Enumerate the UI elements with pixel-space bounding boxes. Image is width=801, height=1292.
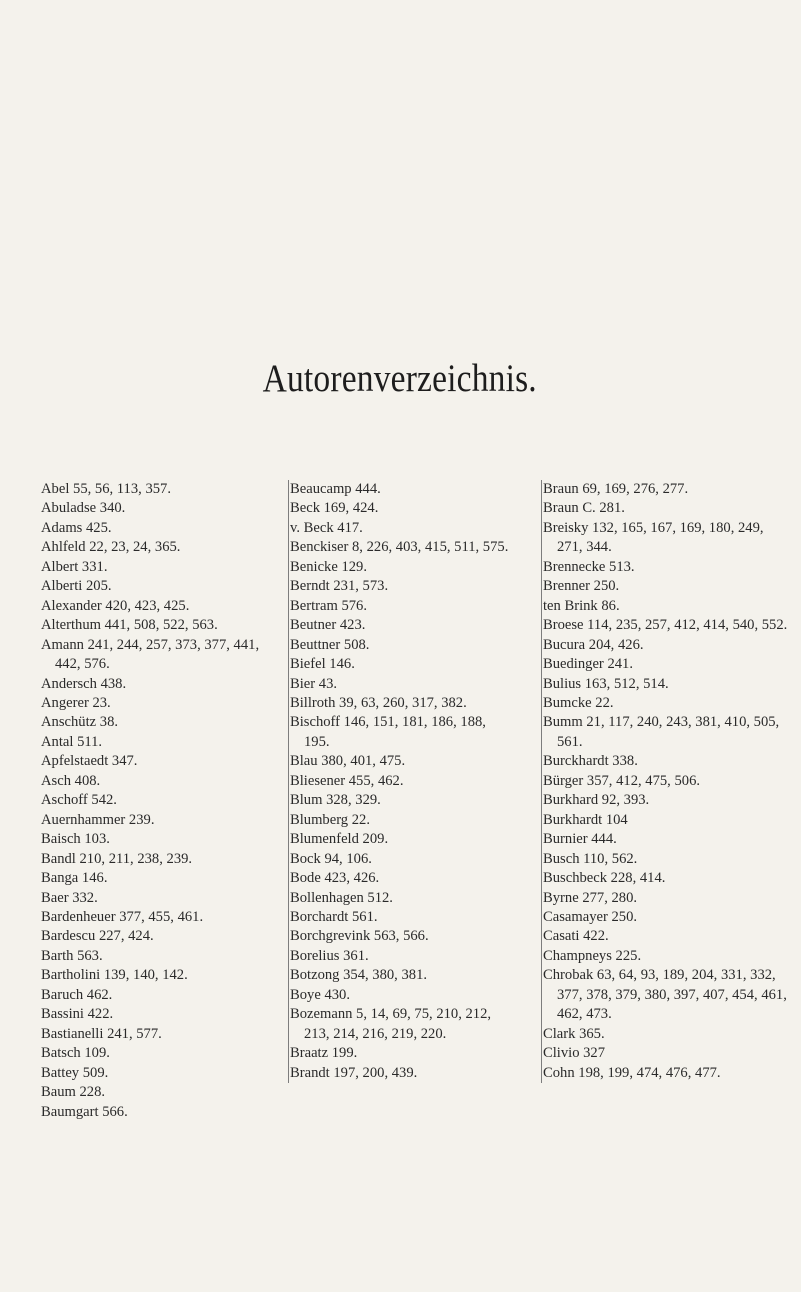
author-entry: Chrobak 63, 64, 93, 189, 204, 331, 332, 377, 378, 379, 380, 397, 407, 454, 461, 462, 473. [543, 967, 787, 1023]
author-entry: Bandl 210, 211, 238, 239. [41, 850, 193, 867]
author-entry: Biefel 146. [290, 656, 355, 673]
author-entry: Bollenhagen 512. [290, 889, 393, 906]
author-entry: Byrne 277, 280. [543, 889, 638, 906]
author-entry: Boye 430. [290, 986, 350, 1003]
author-entry: Alexander 420, 423, 425. [41, 597, 190, 614]
author-entry: Bozemann 5, 14, 69, 75, 210, 212, 213, 214, 216, 219, 220. [290, 1006, 492, 1042]
author-entry: Buedinger 241. [543, 656, 633, 673]
author-entry: Bertram 576. [290, 597, 368, 614]
author-entry: Bode 423, 426. [290, 870, 380, 887]
author-entry: Bischoff 146, 151, 181, 186, 188, 195. [290, 714, 486, 750]
author-entry: Burckhardt 338. [543, 753, 638, 770]
author-entry: Bürger 357, 412, 475, 506. [543, 772, 701, 789]
author-entry: Clivio 327 [543, 1045, 606, 1062]
author-entry: Aschoff 542. [41, 792, 117, 809]
author-entry: Bardescu 227, 424. [41, 928, 154, 945]
index-column-2 [288, 480, 514, 1083]
author-entry: Bulius 163, 512, 514. [543, 675, 669, 692]
author-entry: Baum 228. [41, 1084, 106, 1101]
author-entry: Beck 169, 424. [290, 500, 379, 517]
author-entry: Burkhard 92, 393. [543, 792, 650, 809]
author-entry: Bucura 204, 426. [543, 636, 644, 653]
author-entry: Abel 55, 56, 113, 357. [41, 481, 171, 497]
author-list [41, 480, 266, 1122]
author-entry: Anschütz 38. [41, 714, 119, 731]
author-entry: Borchgrevink 563, 566. [290, 928, 429, 945]
author-entry: Busch 110, 562. [543, 850, 638, 867]
author-entry: Batsch 109. [41, 1045, 110, 1062]
author-entry: Braun C. 281. [543, 500, 625, 517]
author-entry: Alberti 205. [41, 578, 112, 595]
author-entry: Alterthum 441, 508, 522, 563. [41, 617, 218, 634]
author-entry: Bier 43. [290, 675, 338, 692]
author-list [541, 480, 792, 1083]
author-entry: Buschbeck 228, 414. [543, 870, 666, 887]
author-entry: Benicke 129. [290, 558, 368, 575]
author-entry: Baisch 103. [41, 831, 110, 848]
author-entry: Beutner 423. [290, 617, 366, 634]
author-entry: Battey 509. [41, 1064, 109, 1081]
author-entry: Ahlfeld 22, 23, 24, 365. [41, 539, 181, 556]
author-entry: Burnier 444. [543, 831, 617, 848]
author-entry: Casati 422. [543, 928, 609, 945]
author-entry: Bartholini 139, 140, 142. [41, 967, 188, 984]
author-entry: Bastianelli 241, 577. [41, 1025, 162, 1042]
index-column-1 [41, 480, 266, 1122]
author-entry: Casamayer 250. [543, 908, 638, 925]
author-entry: Benckiser 8, 226, 403, 415, 511, 575. [290, 539, 509, 556]
author-entry: Auernhammer 239. [41, 811, 155, 828]
author-entry: Brenner 250. [543, 578, 620, 595]
author-entry: Barth 563. [41, 947, 103, 964]
author-entry: Burkhardt 104 [543, 811, 628, 828]
author-entry: ten Brink 86. [543, 597, 620, 614]
author-entry: Braatz 199. [290, 1045, 358, 1062]
author-entry: Brennecke 513. [543, 558, 635, 575]
author-entry: Champneys 225. [543, 947, 642, 964]
page-title: Autorenverzeichnis. [262, 357, 537, 400]
author-entry: Blumberg 22. [290, 811, 370, 828]
author-entry: Bardenheuer 377, 455, 461. [41, 908, 204, 925]
author-entry: Borchardt 561. [290, 908, 378, 925]
author-list [288, 480, 514, 1083]
author-entry: Clark 365. [543, 1025, 605, 1042]
author-entry: Adams 425. [41, 519, 112, 536]
author-entry: Bumcke 22. [543, 694, 614, 711]
author-entry: Baer 332. [41, 889, 98, 906]
author-entry: Asch 408. [41, 772, 101, 789]
author-entry: Breisky 132, 165, 167, 169, 180, 249, 271, 344. [543, 519, 764, 556]
author-entry: Bumm 21, 117, 240, 243, 381, 410, 505, 561. [543, 714, 780, 750]
author-entry: Blum 328, 329. [290, 792, 381, 809]
author-entry: Billroth 39, 63, 260, 317, 382. [290, 694, 467, 711]
author-entry: Antal 511. [41, 733, 103, 750]
author-entry: Broese 114, 235, 257, 412, 414, 540, 552. [543, 617, 788, 634]
author-entry: v. Beck 417. [290, 519, 363, 536]
author-entry: Braun 69, 169, 276, 277. [543, 481, 689, 497]
author-entry: Angerer 23. [41, 694, 111, 711]
author-entry: Amann 241, 244, 257, 373, 377, 441, 442, 576. [41, 636, 260, 673]
author-entry: Bliesener 455, 462. [290, 772, 404, 789]
author-entry: Abuladse 340. [41, 500, 126, 517]
author-entry: Beuttner 508. [290, 636, 370, 653]
author-entry: Beaucamp 444. [290, 481, 381, 497]
author-entry: Baumgart 566. [41, 1103, 128, 1120]
author-entry: Borelius 361. [290, 947, 369, 964]
author-entry: Banga 146. [41, 870, 108, 887]
author-entry: Botzong 354, 380, 381. [290, 967, 428, 984]
author-entry: Brandt 197, 200, 439. [290, 1064, 418, 1081]
author-entry: Baruch 462. [41, 986, 113, 1003]
author-entry: Cohn 198, 199, 474, 476, 477. [543, 1064, 721, 1081]
author-entry: Berndt 231, 573. [290, 578, 389, 595]
author-entry: Albert 331. [41, 558, 108, 575]
author-entry: Bock 94, 106. [290, 850, 372, 867]
author-entry: Apfelstaedt 347. [41, 753, 138, 770]
author-entry: Andersch 438. [41, 675, 127, 692]
author-entry: Blau 380, 401, 475. [290, 753, 406, 770]
index-column-3 [541, 480, 792, 1083]
author-entry: Bassini 422. [41, 1006, 114, 1023]
author-entry: Blumenfeld 209. [290, 831, 389, 848]
